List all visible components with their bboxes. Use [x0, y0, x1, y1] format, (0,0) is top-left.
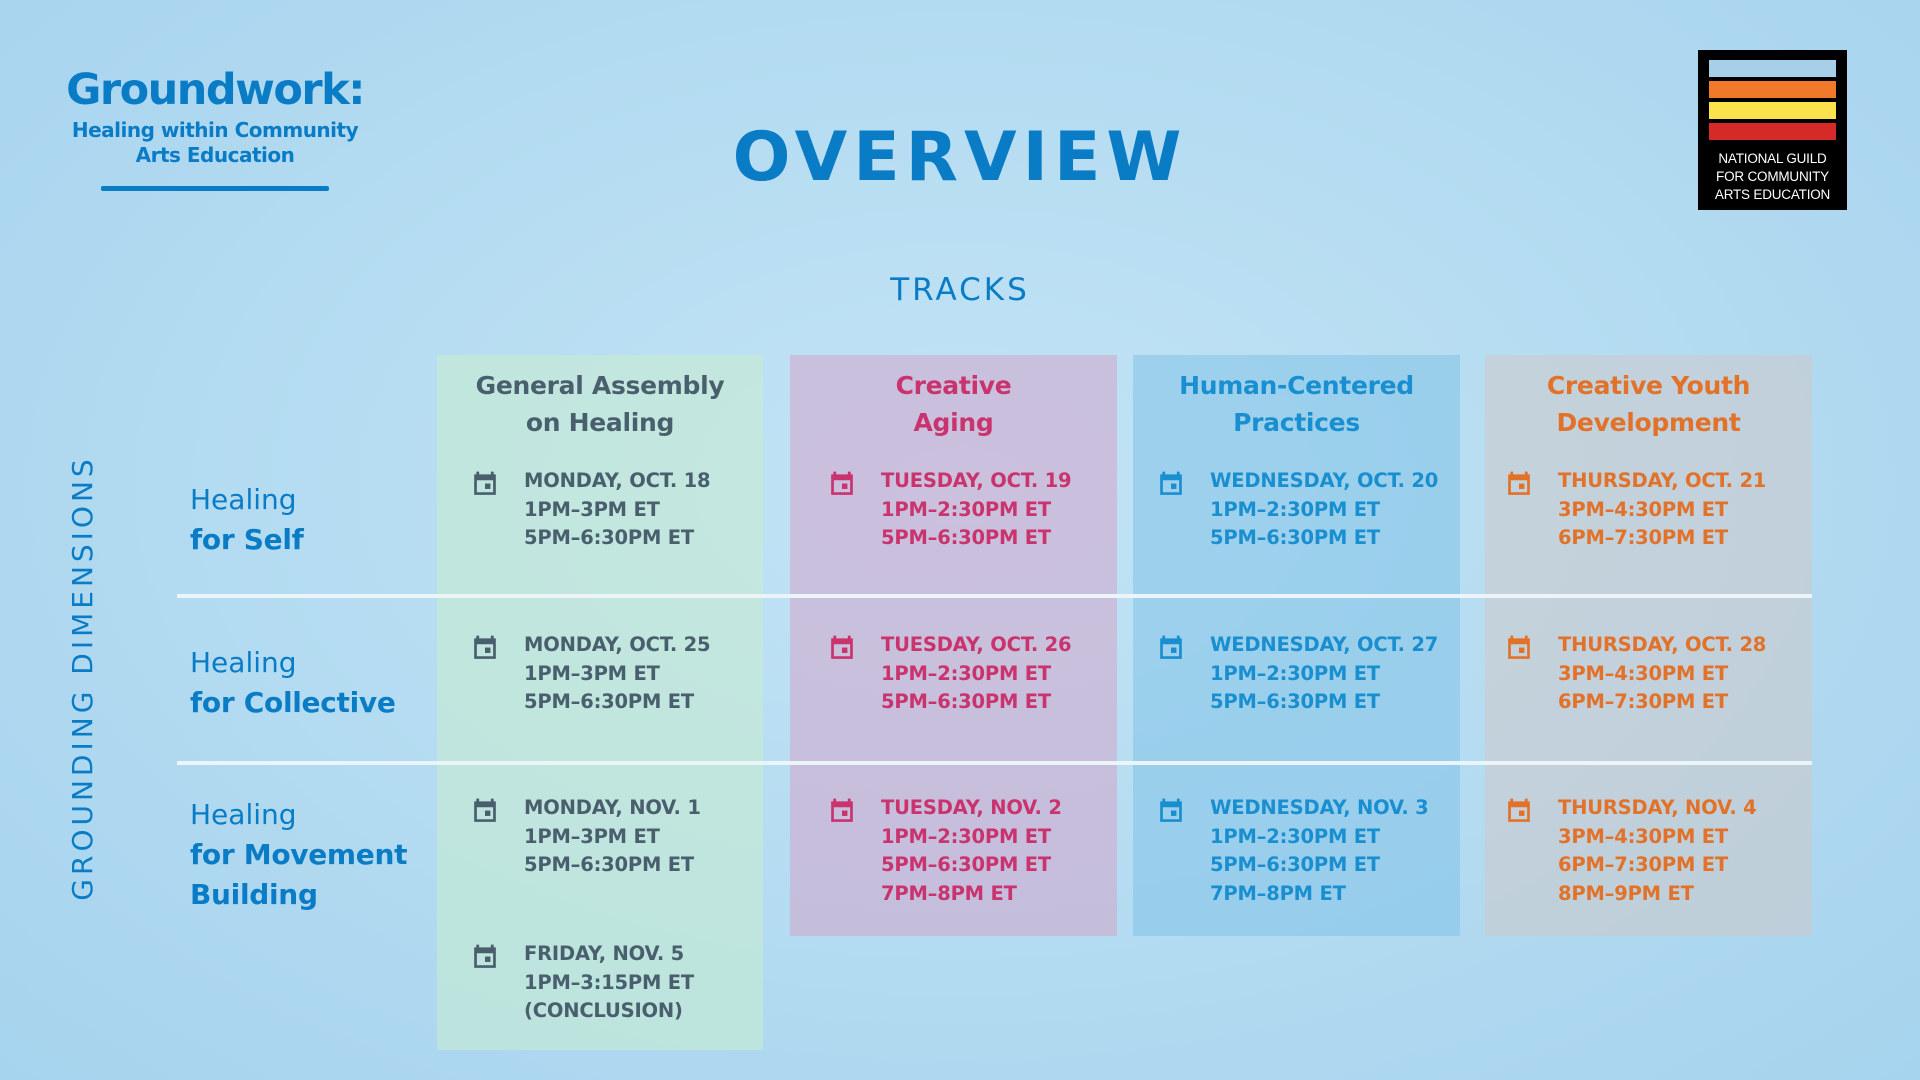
session-details [881, 794, 1062, 908]
session-time: 5PM–6:30PM ET [881, 690, 1052, 713]
brand-subtitle-line2: Arts Education [135, 143, 295, 167]
session-time: 5PM–6:30PM ET [524, 690, 695, 713]
track-heading-line2: on Healing [525, 408, 675, 437]
session-block [1506, 467, 1766, 553]
session-time: 5PM–6:30PM ET [1210, 690, 1381, 713]
logo-stripe-4 [1709, 123, 1836, 140]
session-date: THURSDAY, OCT. 28 [1558, 633, 1767, 656]
calendar-icon [1506, 634, 1532, 660]
session-date: TUESDAY, OCT. 19 [881, 469, 1072, 492]
session-time: 1PM–3PM ET [524, 661, 660, 685]
calendar-icon [472, 943, 498, 969]
session-time: (CONCLUSION) [524, 999, 683, 1022]
track-heading-line1: Human-Centered [1179, 371, 1414, 400]
track-heading [1485, 367, 1812, 441]
session-time: 1PM–2:30PM ET [881, 824, 1052, 848]
session-details [1558, 631, 1766, 717]
calendar-icon [1506, 797, 1532, 823]
session-time: 1PM–2:30PM ET [881, 661, 1052, 685]
session-time: 6PM–7:30PM ET [1558, 690, 1729, 713]
row-label-collective [190, 643, 396, 723]
session-details [1558, 467, 1766, 553]
logo-stripe-1 [1709, 60, 1836, 77]
session-time: 1PM–2:30PM ET [1210, 824, 1381, 848]
tracks-label: TRACKS [890, 272, 1030, 308]
session-block [1506, 631, 1766, 717]
session-block [829, 794, 1062, 908]
session-time: 6PM–7:30PM ET [1558, 853, 1729, 876]
session-details [524, 467, 710, 553]
calendar-icon [829, 797, 855, 823]
calendar-icon [472, 797, 498, 823]
session-date: TUESDAY, NOV. 2 [881, 796, 1062, 819]
session-time: 1PM–3:15PM ET [524, 970, 695, 994]
row-label-line1: Healing [190, 483, 297, 516]
logo-text [1709, 150, 1836, 204]
track-heading [790, 367, 1117, 441]
calendar-icon [472, 634, 498, 660]
session-block [1506, 794, 1757, 908]
calendar-icon [1506, 470, 1532, 496]
track-heading-line1: Creative [895, 371, 1012, 400]
calendar-icon [829, 470, 855, 496]
session-time: 5PM–6:30PM ET [524, 526, 695, 549]
track-heading-line1: Creative Youth [1546, 371, 1751, 400]
track-heading-line2: Aging [913, 408, 994, 437]
brand-title: Groundwork: [66, 65, 364, 115]
session-time: 6PM–7:30PM ET [1558, 526, 1729, 549]
session-date: MONDAY, OCT. 18 [524, 469, 711, 492]
session-time: 5PM–6:30PM ET [524, 853, 695, 876]
session-time: 7PM–8PM ET [1210, 881, 1346, 905]
session-time: 8PM–9PM ET [1558, 881, 1694, 905]
logo-stripe-2 [1709, 81, 1836, 98]
session-time: 1PM–2:30PM ET [1210, 497, 1381, 521]
guild-logo [1698, 50, 1847, 210]
session-date: THURSDAY, NOV. 4 [1558, 796, 1757, 819]
session-details [881, 467, 1071, 553]
session-block [472, 794, 701, 880]
page-title: OVERVIEW [732, 118, 1188, 197]
calendar-icon [829, 634, 855, 660]
session-time: 1PM–2:30PM ET [881, 497, 1052, 521]
session-block [472, 467, 710, 553]
row-label-line1: Healing [190, 646, 297, 679]
session-block [472, 940, 694, 1026]
session-block [829, 631, 1071, 717]
session-date: MONDAY, OCT. 25 [524, 633, 711, 656]
session-details [524, 940, 694, 1026]
session-details [524, 631, 710, 717]
session-time: 5PM–6:30PM ET [1210, 853, 1381, 876]
row-label-self [190, 480, 304, 560]
calendar-icon [1158, 797, 1184, 823]
session-time: 1PM–2:30PM ET [1210, 661, 1381, 685]
grounding-dimensions-label: GROUNDING DIMENSIONS [66, 455, 99, 901]
session-time: 3PM–4:30PM ET [1558, 661, 1729, 685]
track-heading [1133, 367, 1460, 441]
session-details [1210, 631, 1438, 717]
row-label-line2: for Collective [190, 686, 396, 719]
session-details [524, 794, 701, 880]
session-block [472, 631, 710, 717]
logo-text-line3: ARTS EDUCATION [1714, 187, 1831, 202]
session-time: 5PM–6:30PM ET [881, 853, 1052, 876]
session-date: WEDNESDAY, OCT. 27 [1210, 633, 1439, 656]
session-details [881, 631, 1071, 717]
row-label-line2: for Movement [190, 838, 408, 871]
track-heading [437, 367, 763, 441]
session-time: 7PM–8PM ET [881, 881, 1017, 905]
logo-text-line1: NATIONAL GUILD [1718, 151, 1827, 166]
session-time: 1PM–3PM ET [524, 824, 660, 848]
session-details [1210, 794, 1429, 908]
session-time: 5PM–6:30PM ET [1210, 526, 1381, 549]
row-divider [177, 761, 1812, 765]
track-heading-line2: Practices [1233, 408, 1360, 437]
session-date: WEDNESDAY, OCT. 20 [1210, 469, 1439, 492]
row-label-line2: for Self [190, 523, 304, 556]
session-block [829, 467, 1071, 553]
calendar-icon [1158, 634, 1184, 660]
session-date: FRIDAY, NOV. 5 [524, 942, 685, 965]
session-date: THURSDAY, OCT. 21 [1558, 469, 1767, 492]
track-heading-line1: General Assembly [475, 371, 725, 400]
session-date: MONDAY, NOV. 1 [524, 796, 701, 819]
session-time: 1PM–3PM ET [524, 497, 660, 521]
session-time: 3PM–4:30PM ET [1558, 824, 1729, 848]
session-block [1158, 794, 1429, 908]
brand-subtitle-line1: Healing within Community [71, 118, 359, 142]
session-time: 5PM–6:30PM ET [881, 526, 1052, 549]
session-date: TUESDAY, OCT. 26 [881, 633, 1072, 656]
track-heading-line2: Development [1556, 408, 1741, 437]
row-label-movement-building [190, 795, 407, 915]
calendar-icon [472, 470, 498, 496]
session-block [1158, 631, 1438, 717]
row-label-line3: Building [190, 878, 318, 911]
session-details [1558, 794, 1757, 908]
session-block [1158, 467, 1438, 553]
session-details [1210, 467, 1438, 553]
session-date: WEDNESDAY, NOV. 3 [1210, 796, 1429, 819]
session-time: 3PM–4:30PM ET [1558, 497, 1729, 521]
row-label-line1: Healing [190, 798, 297, 831]
logo-text-line2: FOR COMMUNITY [1716, 169, 1829, 184]
calendar-icon [1158, 470, 1184, 496]
row-divider [177, 594, 1812, 598]
logo-stripe-3 [1709, 102, 1836, 119]
